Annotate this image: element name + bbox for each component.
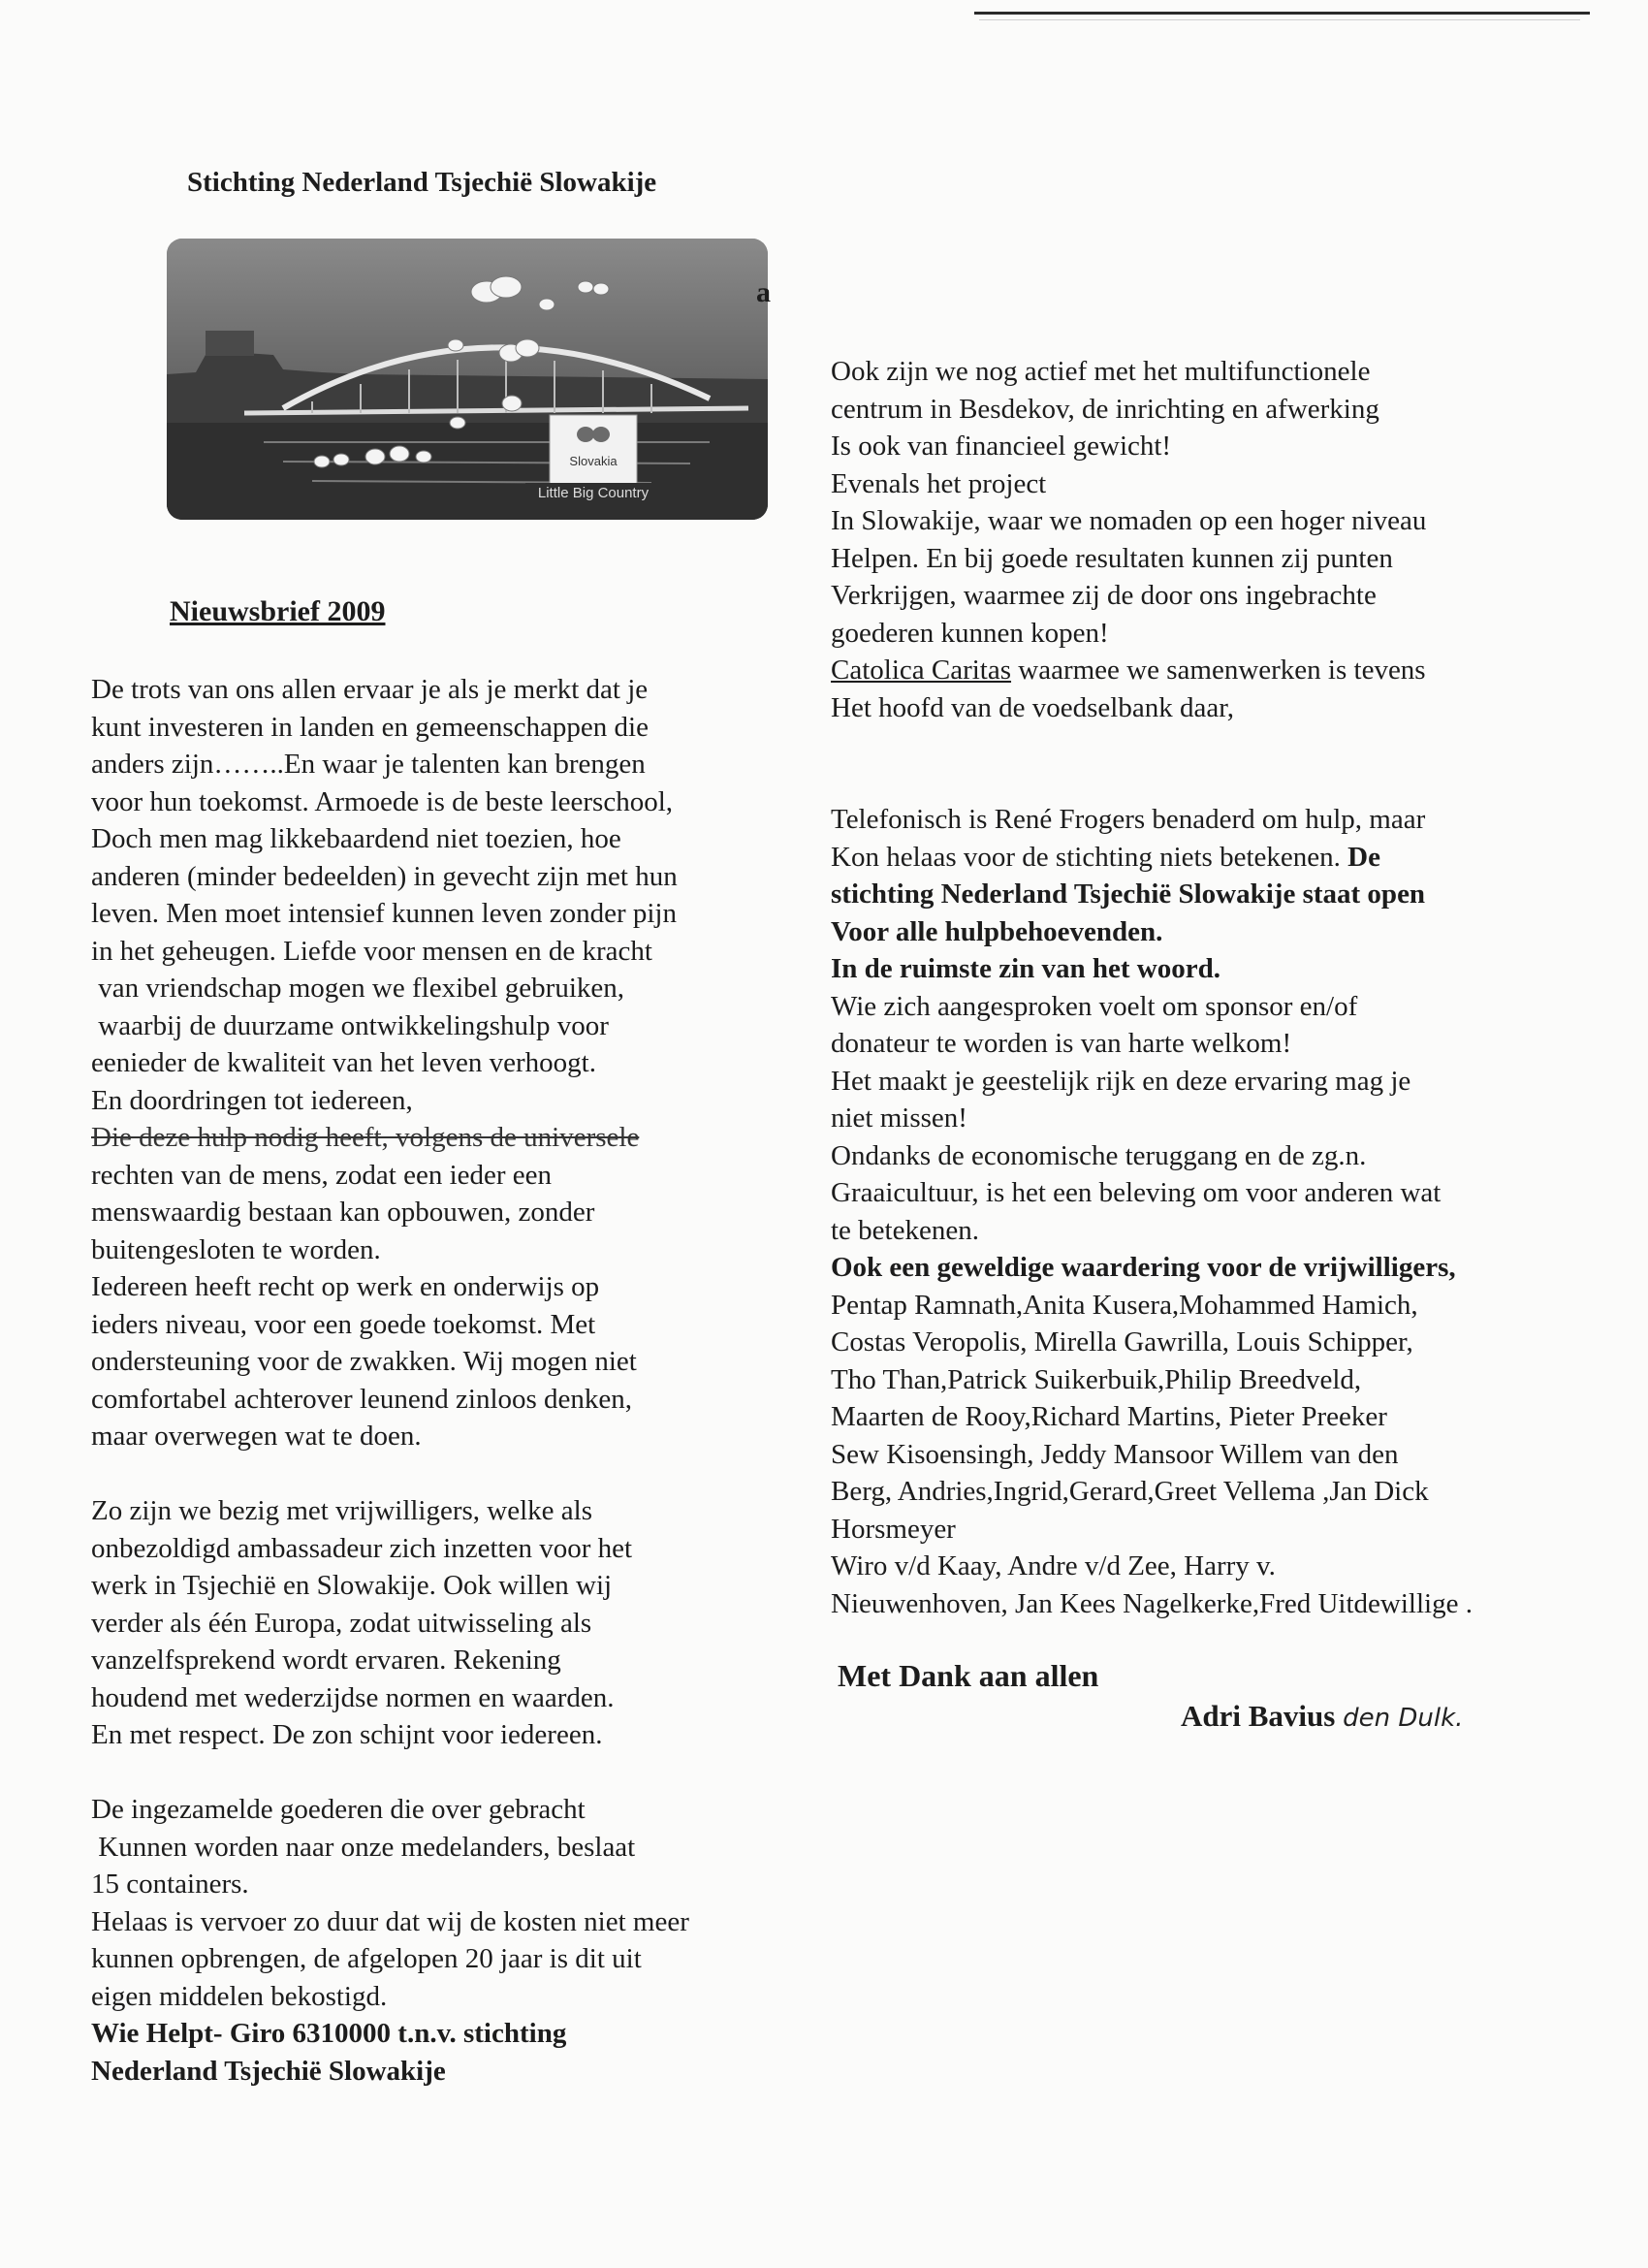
text-line: Ook zijn we nog actief met het multifunctionele <box>831 356 1371 387</box>
volunteer-line: Horsmeyer <box>831 1513 956 1545</box>
text-line: vanzelfsprekend wordt ervaren. Rekening <box>91 1645 561 1676</box>
text-line: voor hun toekomst. Armoede is de beste leerschool, <box>91 785 674 817</box>
blank-line <box>91 1754 689 1792</box>
text-line: werk in Tsjechië en Slowakije. Ook willen wij <box>91 1570 613 1601</box>
text-line: maar overwegen wat te doen. <box>91 1421 422 1452</box>
text-line: Evenals het project <box>831 467 1047 499</box>
text-line: In de ruimste zin van het woord. <box>831 953 1220 984</box>
text-line: Telefonisch is René Frogers benaderd om hulp, maar <box>831 804 1426 835</box>
text-line: eigen middelen bekostigd. <box>91 1980 388 2012</box>
left-column <box>91 671 689 2090</box>
top-rule <box>974 12 1590 15</box>
text-fragment-bold: De <box>1347 841 1380 873</box>
volunteer-line: Wiro v/d Kaay, Andre v/d Zee, Harry v. <box>831 1550 1276 1581</box>
text-line: Graaicultuur, is het een beleving om voor anderen wat <box>831 1177 1442 1208</box>
text-line: menswaardig bestaan kan opbouwen, zonder <box>91 1197 595 1228</box>
closing-thanks: Met Dank aan allen <box>838 1658 1099 1693</box>
newsletter-title: Nieuwsbrief 2009 <box>170 595 386 627</box>
blank-line <box>91 1455 689 1493</box>
text-line: ondersteuning voor de zwakken. Wij mogen niet <box>91 1346 637 1377</box>
text-line <box>831 652 1473 689</box>
header-photo <box>167 239 768 520</box>
text-line: in het geheugen. Liefde voor mensen en de kracht <box>91 935 652 967</box>
text-line: De trots van ons allen ervaar je als je merkt dat je <box>91 674 649 705</box>
page-title: Stichting Nederland Tsjechië Slowakije <box>187 167 657 198</box>
text-line: In Slowakije, waar we nomaden op een hoger niveau <box>831 505 1427 536</box>
text-line: rechten van de mens, zodat een ieder een <box>91 1159 553 1191</box>
caritas-link: Catolica Caritas <box>831 655 1012 686</box>
text-line: En doordringen tot iedereen, <box>91 1084 413 1116</box>
signature <box>1181 1699 1463 1734</box>
logo-tagline: Little Big Country <box>537 485 650 501</box>
text-line: kunt investeren in landen en gemeenschappen die <box>91 711 649 743</box>
text-line: Iedereen heeft recht op werk en onderwijs op <box>91 1271 600 1302</box>
text-line: comfortabel achterover leunend zinloos denken, <box>91 1383 633 1415</box>
top-rule-faint <box>979 19 1580 20</box>
text-line: Verkrijgen, waarmee zij de door ons ingebrachte <box>831 580 1377 611</box>
text-line: Kunnen worden naar onze medelanders, beslaat <box>91 1831 636 1863</box>
text-fragment: Kon helaas voor de stichting niets betekenen. <box>831 841 1348 873</box>
text-line: Voor alle hulpbehoevenden. <box>831 915 1163 947</box>
donation-line: Wie Helpt- Giro 6310000 t.n.v. stichting <box>91 2018 567 2049</box>
text-line: Zo zijn we bezig met vrijwilligers, welke als <box>91 1495 593 1526</box>
text-line: Ondanks de economische teruggang en de zg.n. <box>831 1139 1367 1171</box>
text-line: stichting Nederland Tsjechië Slowakije staat open <box>831 878 1426 910</box>
logo-text: Slovakia <box>569 454 618 468</box>
text-line: Is ook van financieel gewicht! <box>831 431 1172 462</box>
strikethrough-line: Die deze hulp nodig heeft, volgens de universele <box>91 1122 640 1153</box>
volunteer-line: Nieuwenhoven, Jan Kees Nagelkerke,Fred Uitdewillige . <box>831 1587 1473 1619</box>
text-line: Doch men mag likkebaardend niet toezien, hoe <box>91 823 621 854</box>
handwritten-surname: den Dulk. <box>1343 1704 1464 1733</box>
photo-side-letter: a <box>756 276 771 308</box>
text-line: Helaas is vervoer zo duur dat wij de kosten niet meer <box>91 1905 689 1937</box>
text-line: Wie zich aangesproken voelt om sponsor en/of <box>831 990 1358 1022</box>
text-line: onbezoldigd ambassadeur zich inzetten voor het <box>91 1532 633 1564</box>
text-line: En met respect. De zon schijnt voor iedereen. <box>91 1719 603 1750</box>
text-line: Het hoofd van de voedselbank daar, <box>831 691 1234 723</box>
text-line: niet missen! <box>831 1102 967 1134</box>
text-line: waarbij de duurzame ontwikkelingshulp voor <box>91 1009 609 1041</box>
right-column <box>831 353 1473 1622</box>
text-line: ieders niveau, voor een goede toekomst. Met <box>91 1308 596 1340</box>
blank-line <box>831 764 1473 802</box>
signature-name: Adri Bavius <box>1181 1699 1336 1733</box>
text-line: verder als één Europa, zodat uitwisseling als <box>91 1607 592 1639</box>
text-line: leven. Men moet intensief kunnen leven zonder pijn <box>91 898 677 929</box>
text-line: houdend met wederzijdse normen en waarden. <box>91 1681 615 1713</box>
text-line: te betekenen. <box>831 1214 979 1246</box>
text-line: Het maakt je geestelijk rijk en deze ervaring mag je <box>831 1065 1411 1097</box>
volunteer-line: Sew Kisoensingh, Jeddy Mansoor Willem van den <box>831 1438 1399 1470</box>
volunteer-line: Berg, Andries,Ingrid,Gerard,Greet Vellema ,Jan Dick <box>831 1476 1429 1507</box>
text-fragment: waarmee we samenwerken is tevens <box>1011 655 1426 686</box>
text-line: Helpen. En bij goede resultaten kunnen zij punten <box>831 542 1393 574</box>
volunteer-line: Maarten de Rooy,Richard Martins, Pieter Preeker <box>831 1401 1387 1432</box>
text-line: Ook een geweldige waardering voor de vrijwilligers, <box>831 1252 1456 1283</box>
text-line: anderen (minder bedeelden) in gevecht zijn met hun <box>91 860 678 892</box>
blank-line <box>831 726 1473 764</box>
bridge-illustration <box>167 239 768 520</box>
text-line: kunnen opbrengen, de afgelopen 20 jaar is dit uit <box>91 1943 642 1974</box>
text-line: centrum in Besdekov, de inrichting en afwerking <box>831 393 1379 425</box>
text-line: eenieder de kwaliteit van het leven verhoogt. <box>91 1047 596 1078</box>
text-line: anders zijn……..En waar je talenten kan brengen <box>91 749 646 780</box>
donation-line: Nederland Tsjechië Slowakije <box>91 2055 446 2087</box>
text-line: De ingezamelde goederen die over gebracht <box>91 1794 586 1825</box>
text-line: 15 containers. <box>91 1869 249 1900</box>
text-line: van vriendschap mogen we flexibel gebruiken, <box>91 973 625 1004</box>
text-line: buitengesloten te worden. <box>91 1233 381 1265</box>
text-line: goederen kunnen kopen! <box>831 617 1109 649</box>
volunteer-line: Tho Than,Patrick Suikerbuik,Philip Breedveld, <box>831 1363 1362 1395</box>
volunteer-line: Pentap Ramnath,Anita Kusera,Mohammed Hamich, <box>831 1289 1418 1321</box>
text-line <box>831 839 1473 877</box>
volunteer-line: Costas Veropolis, Mirella Gawrilla, Louis Schipper, <box>831 1326 1413 1358</box>
text-line: donateur te worden is van harte welkom! <box>831 1028 1292 1059</box>
